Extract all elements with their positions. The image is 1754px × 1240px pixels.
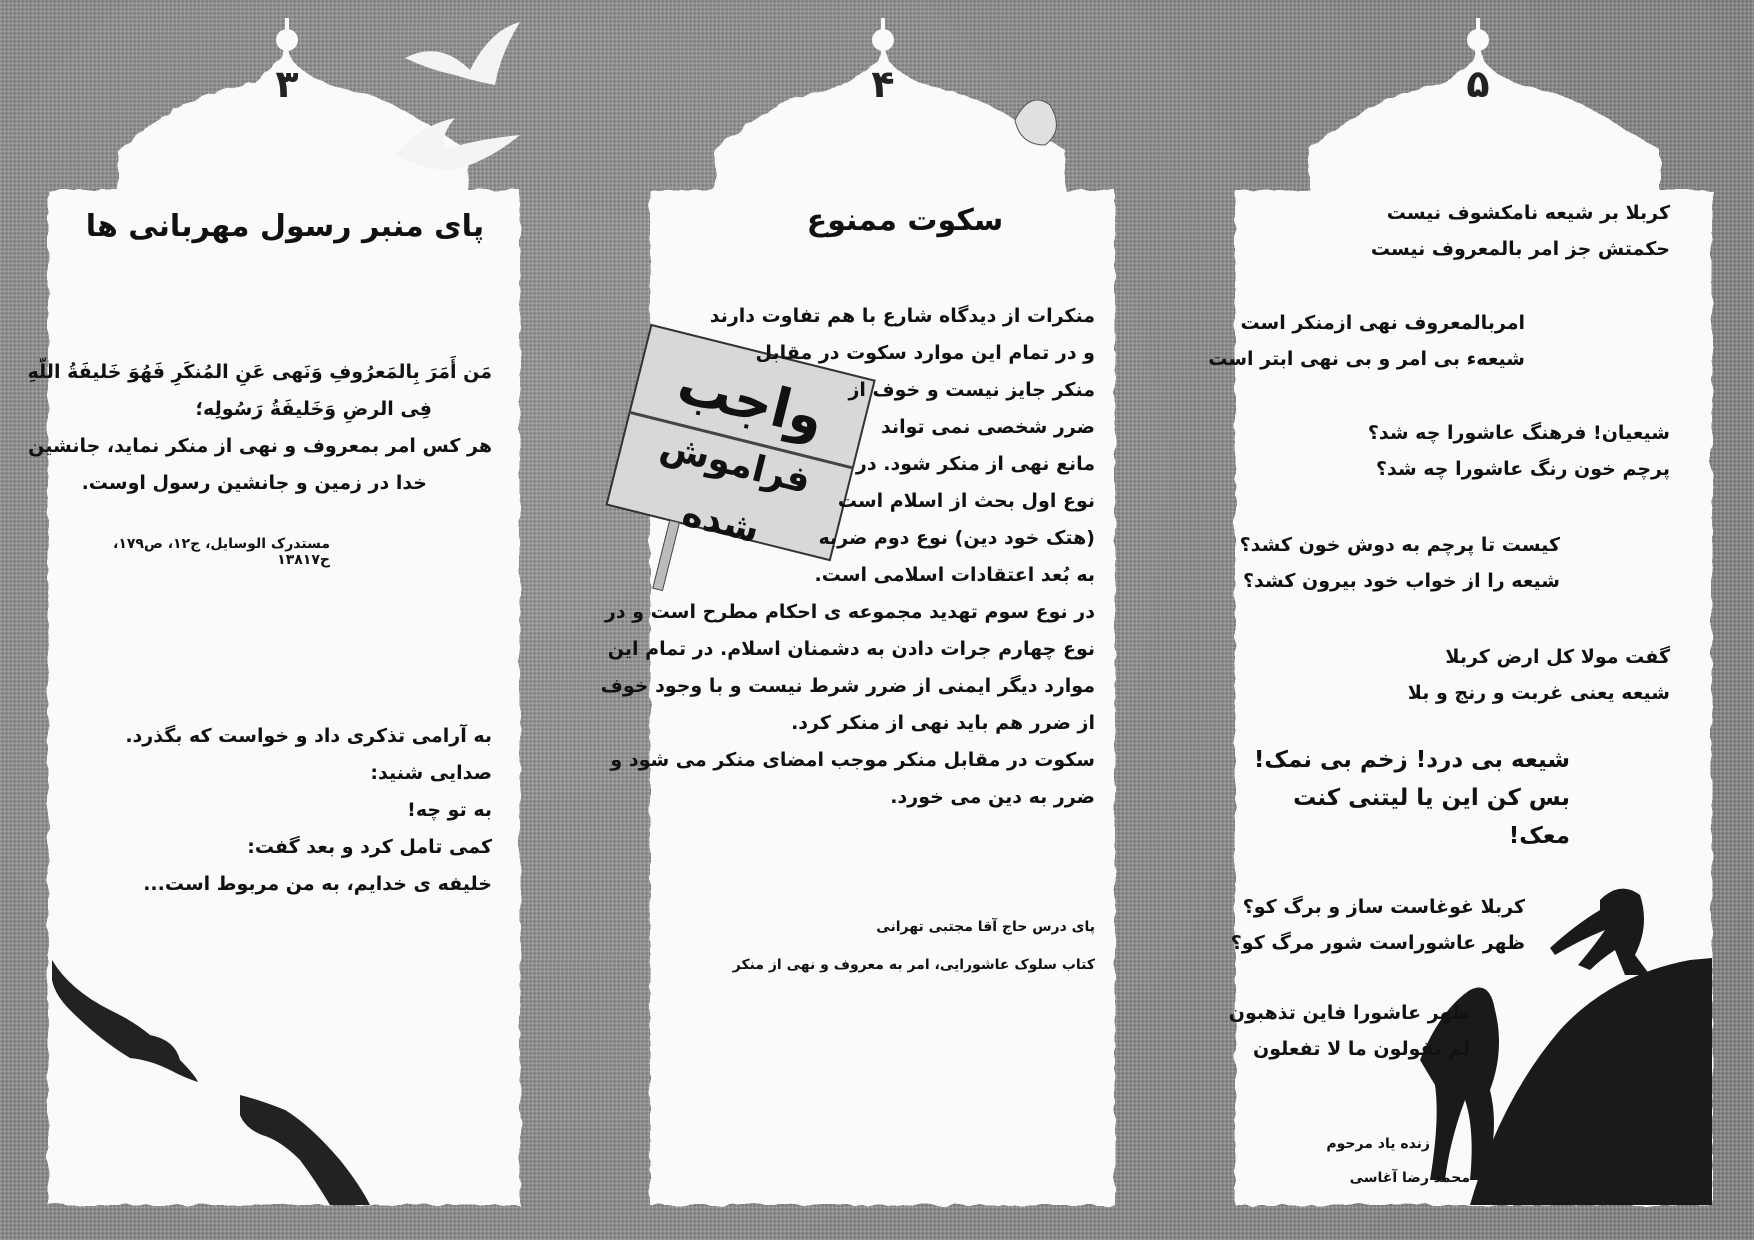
body-line: و در تمام این موارد سکوت در مقابل (755, 342, 1095, 364)
body-line: ضرر به دین می خورد. (890, 786, 1095, 808)
verse-line: شیعیان! فرهنگ عاشورا چه شد؟ (1367, 422, 1670, 444)
translation-line: خدا در زمین و جانشین رسول اوست. (81, 472, 427, 494)
sign-word-wajeb: واجب (671, 352, 831, 450)
finials (276, 18, 1489, 51)
verse-line: پرچم خون رنگ عاشورا چه شد؟ (1375, 458, 1670, 480)
verse-line: ظهر عاشوراست شور مرگ کو؟ (1230, 932, 1525, 954)
credit-line: کتاب سلوک عاشورایی، امر به معروف و نهی از منکر (732, 957, 1095, 973)
stanza (1228, 995, 1670, 1067)
body-line: در نوع سوم تهدید مجموعه ی احکام مطرح است و در (604, 601, 1095, 623)
body-line: نوع چهارم جرات دادن به دشمنان اسلام. در تمام این (607, 638, 1095, 660)
body-line: مانع نهی از منکر شود. در (855, 453, 1095, 475)
body-line: منکر جایز نیست و خوف از (848, 379, 1095, 401)
verse-line: بس کن این یا لیتنی کنت معک! (1293, 785, 1570, 849)
hadith-source: مستدرک الوسایل، ج۱۲، ص۱۷۹، ح۱۳۸۱۷ (113, 536, 330, 568)
story-line: به تو چه! (407, 799, 492, 821)
page-number-left: ۳ (275, 62, 299, 106)
verse-line: کربلا غوغاست ساز و برگ کو؟ (1242, 896, 1525, 918)
hadith-line: فِی الرضِ وَخَلیفَةُ رَسُولِه؛ (195, 398, 432, 420)
body-line: ضرر شخصی نمی تواند (880, 416, 1095, 438)
dove-icon (405, 22, 520, 85)
verse-line: شیعه را از خواب خود بیرون کشد؟ (1243, 570, 1560, 592)
verse-line: گفت مولا کل ارض کربلا (1445, 646, 1670, 668)
verse-line: کیست تا پرچم به دوش خون کشد؟ (1239, 534, 1560, 556)
page-title: پای منبر رسول مهربانی ها (85, 209, 485, 244)
verse-line: لم تقولون ما لا تفعلون (1253, 1038, 1470, 1060)
story (60, 718, 510, 903)
stanza (1239, 527, 1670, 599)
body-line: سکوت در مقابل منکر موجب امضای منکر می شود و (610, 749, 1095, 771)
stanza (1230, 889, 1670, 961)
verse-line: شیعه بی درد! زخم بی نمک! (1253, 747, 1570, 773)
verse-line: شیعه یعنی غربت و رنج و بلا (1407, 682, 1670, 704)
hadith-line: مَن أَمَرَ بِالمَعرُوفِ وَنَهی عَنِ المُنکَرِ فَهُوَ خَلیفَةُ اللّهِ (27, 361, 492, 383)
signature (1245, 1127, 1670, 1195)
story-line: خلیفه ی خدایم، به من مربوط است... (143, 873, 492, 895)
stanza-emphasis (1245, 741, 1670, 855)
hadith (27, 354, 510, 502)
body-line: موارد دیگر ایمنی از ضرر شرط نیست و با وجود خوف (600, 675, 1095, 697)
verse-line: شیعهء بی امر و بی نهی ابتر است (1208, 348, 1525, 370)
translation-line: هر کس امر بمعروف و نهی از منکر نماید، جانشین (28, 435, 492, 457)
left-page (27, 185, 510, 903)
story-line: صدایی شنید: (370, 762, 492, 784)
page-title: سکوت ممنوع (806, 203, 1004, 238)
stanza (1245, 415, 1670, 487)
verse-line: حکمتش جز امر بالمعروف نیست (1370, 238, 1670, 260)
signature-line: زنده یاد مرحوم (1326, 1136, 1430, 1152)
credits (655, 908, 1095, 984)
body-line: از ضرر هم باید نهی از منکر کرد. (791, 712, 1095, 734)
signature-line: محمد رضا آغاسی (1349, 1170, 1470, 1186)
stanza (1208, 305, 1670, 377)
page-number-right: ۵ (1466, 62, 1490, 106)
middle-page (600, 185, 1095, 984)
body-line: (هتک خود دین) نوع دوم ضربه (818, 527, 1095, 549)
verse-line: امربالمعروف نهی ازمنکر است (1240, 312, 1525, 334)
stanza (1245, 639, 1670, 711)
body-line: منکرات از دیدگاه شارع با هم تفاوت دارند (709, 305, 1095, 327)
stanza (1245, 195, 1670, 267)
story-line: به آرامی تذکری داد و خواست که بگذرد. (125, 725, 492, 747)
credit-line: پای درس حاج آقا مجتبی تهرانی (876, 919, 1095, 935)
verse-line: ظهر عاشورا فاین تذهبون (1228, 1002, 1470, 1024)
verse-line: کربلا بر شیعه نامکشوف نیست (1386, 202, 1670, 224)
page-number-middle: ۴ (871, 62, 895, 106)
body-line: نوع اول بحث از اسلام است (837, 490, 1095, 512)
right-page (1208, 185, 1670, 1195)
sign-word-forgotten: فراموش شده (656, 425, 815, 552)
story-line: کمی تامل کرد و بعد گفت: (247, 836, 492, 858)
body-line: به بُعد اعتقادات اسلامی است. (814, 564, 1095, 586)
